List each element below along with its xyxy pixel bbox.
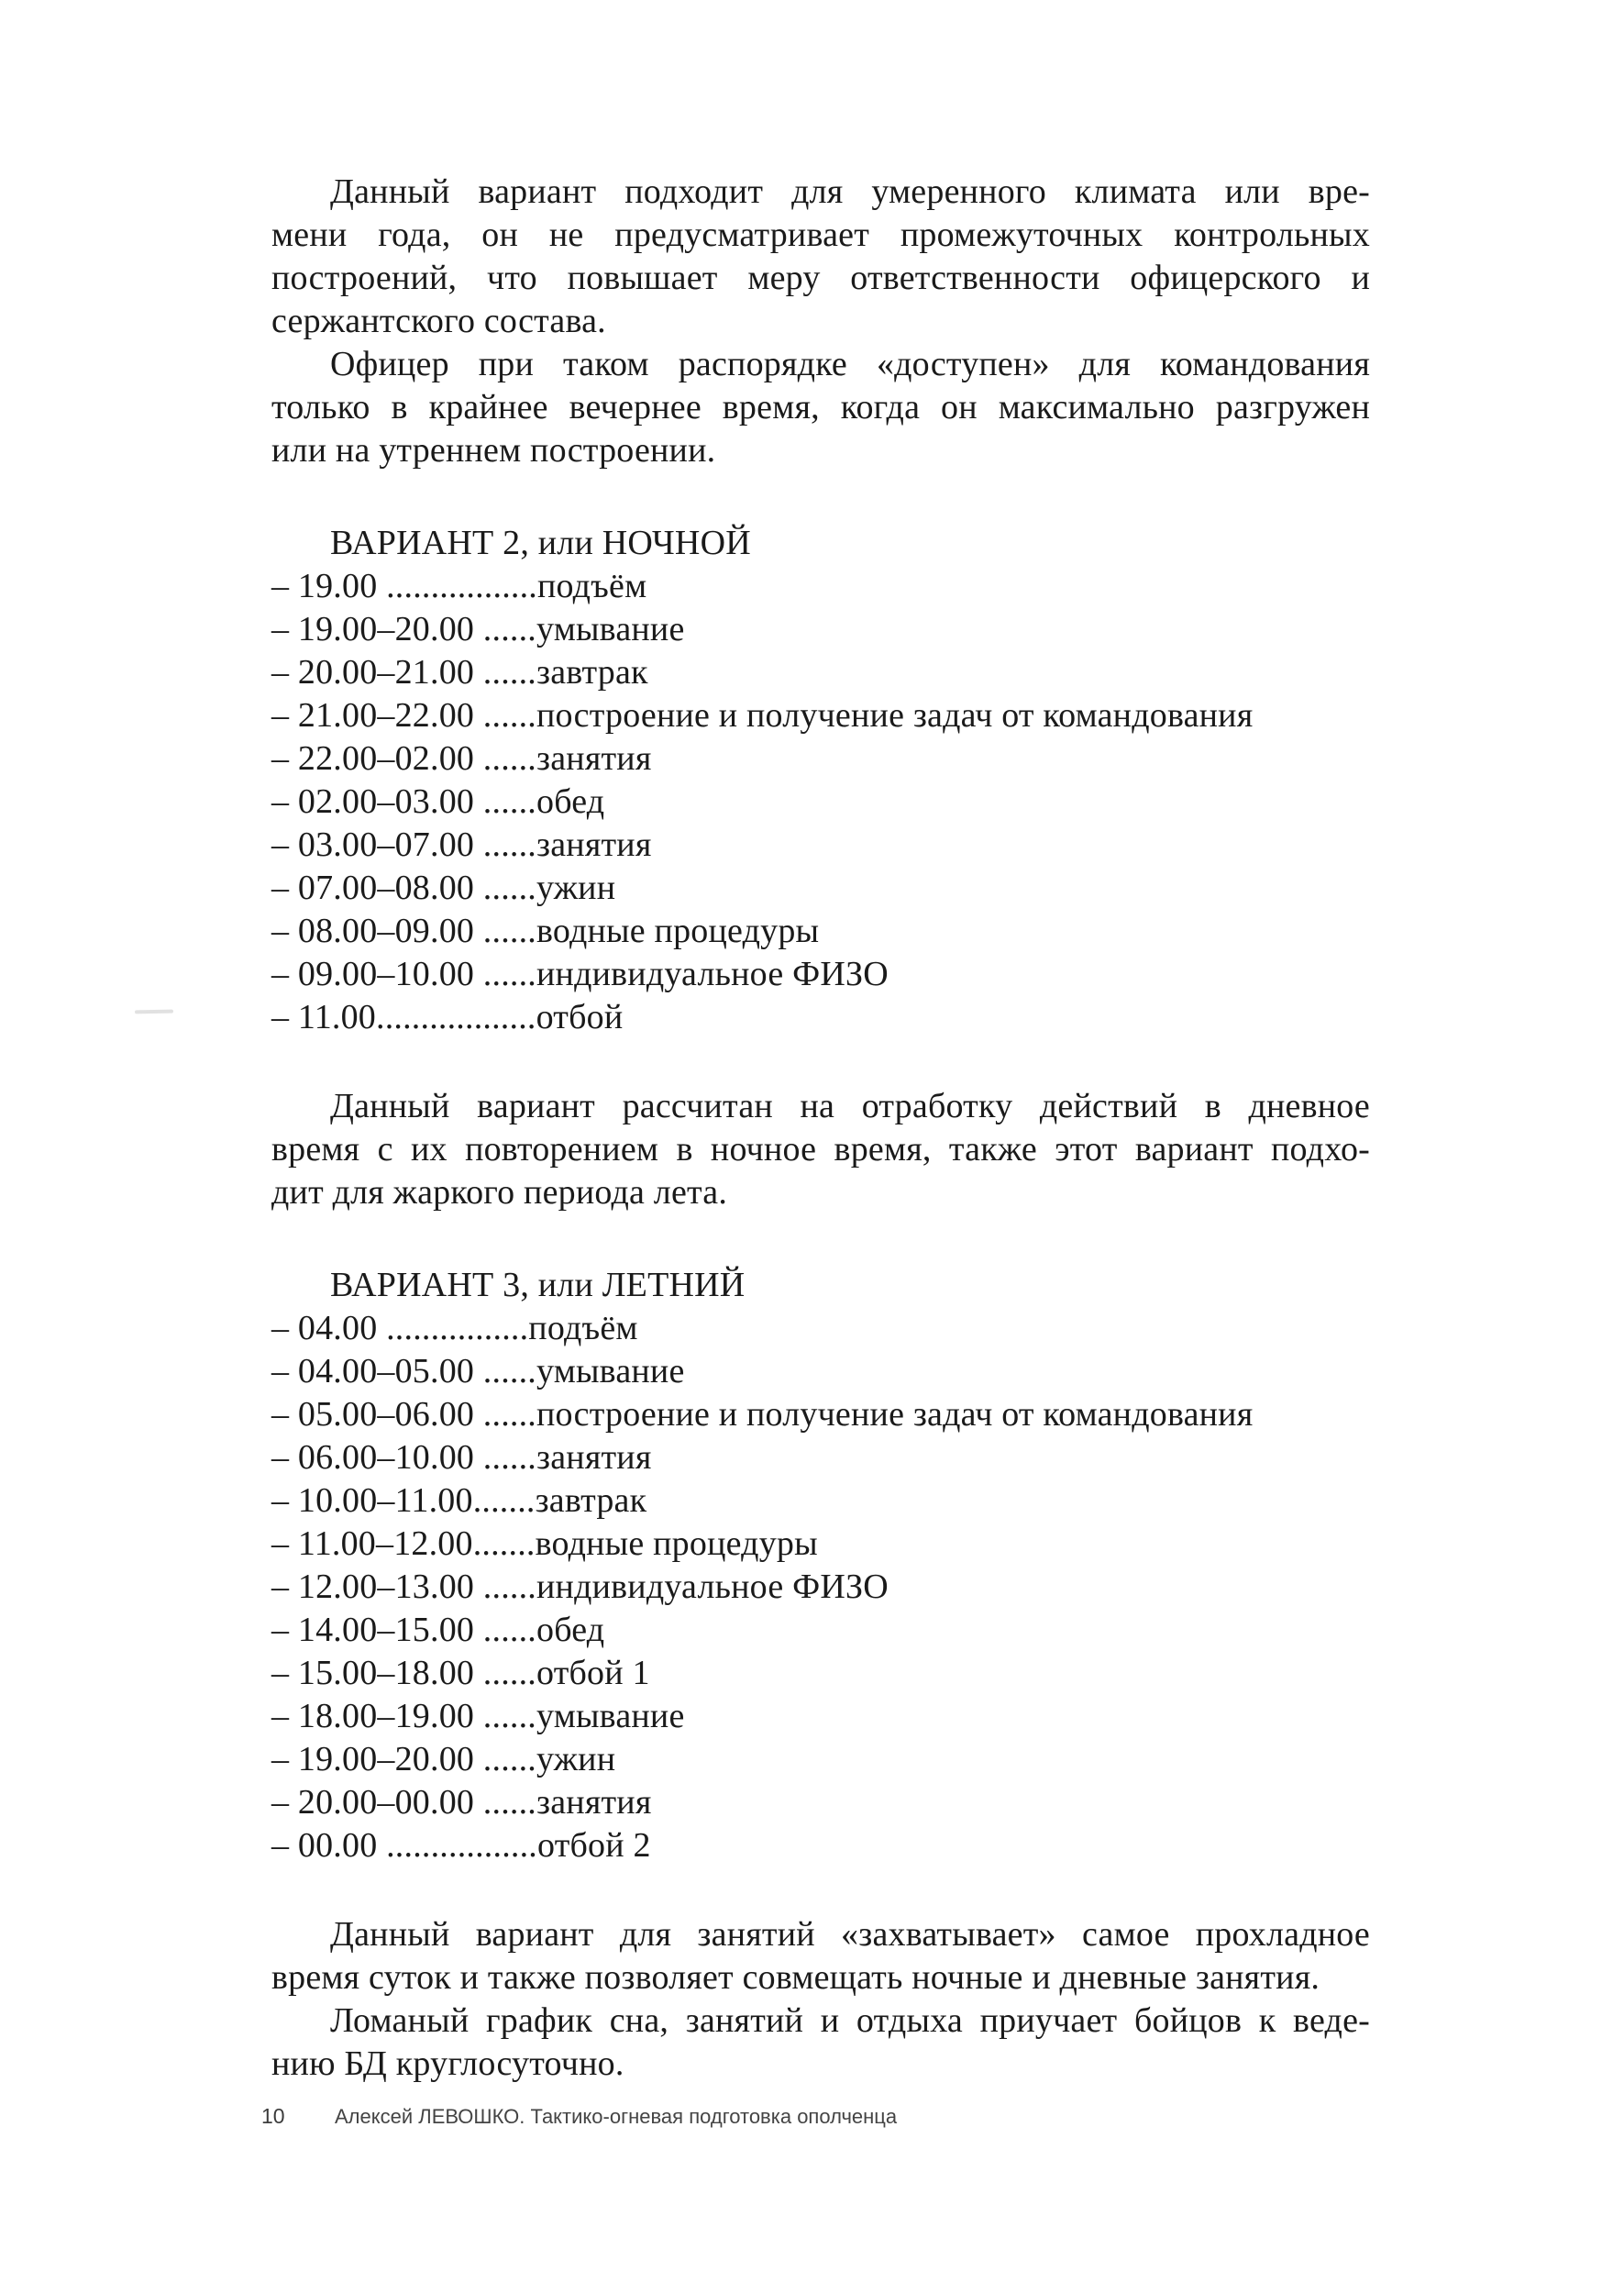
text-line: Данный вариант для занятий «захватывает» самое прохладное bbox=[330, 1915, 1370, 1954]
schedule-item: – 20.00–00.00 ......занятия bbox=[271, 1783, 652, 1822]
para-variant1-notes bbox=[271, 171, 1370, 343]
schedule-item: – 09.00–10.00 ......индивидуальное ФИЗО bbox=[271, 955, 889, 993]
schedule-item: – 11.00..................отбой bbox=[271, 998, 624, 1036]
schedule-item: – 07.00–08.00 ......ужин bbox=[271, 869, 616, 907]
text-line: сержантского состава. bbox=[271, 302, 606, 340]
text-line: нию БД круглосуточно. bbox=[271, 2044, 624, 2083]
text-line: дит для жаркого периода лета. bbox=[271, 1173, 728, 1212]
text-line: мени года, он не предусматривает промежуточных контрольных bbox=[271, 216, 1370, 254]
schedule-item: – 02.00–03.00 ......обед bbox=[271, 782, 605, 821]
schedule-item: – 10.00–11.00.......завтрак bbox=[271, 1481, 647, 1520]
text-line: время суток и также позволяет совмещать ночные и дневные занятия. bbox=[271, 1958, 1320, 1997]
para-broken-schedule bbox=[271, 1999, 1370, 2086]
schedule-item: – 12.00–13.00 ......индивидуальное ФИЗО bbox=[271, 1567, 889, 1606]
para-officer-availability bbox=[271, 343, 1370, 472]
text-line: только в крайнее вечернее время, когда он максимально разгружен bbox=[271, 388, 1370, 426]
para-variant3-notes bbox=[271, 1913, 1370, 1999]
text-line: Данный вариант рассчитан на отработку действий в дневное bbox=[330, 1087, 1370, 1125]
schedule-item: – 21.00–22.00 ......построение и получение задач от командования bbox=[271, 696, 1254, 735]
text-line: Офицер при таком распорядке «доступен» для командования bbox=[330, 345, 1370, 383]
schedule-variant-2 bbox=[271, 565, 1370, 1039]
schedule-item: – 03.00–07.00 ......занятия bbox=[271, 825, 652, 864]
schedule-item: – 05.00–06.00 ......построение и получение задач от командования bbox=[271, 1395, 1254, 1434]
schedule-item: – 20.00–21.00 ......завтрак bbox=[271, 653, 648, 692]
schedule-item: – 04.00–05.00 ......умывание bbox=[271, 1352, 685, 1390]
schedule-item: – 06.00–10.00 ......занятия bbox=[271, 1438, 652, 1477]
page-number: 10 bbox=[261, 2104, 285, 2128]
text-line: Данный вариант подходит для умеренного климата или вре- bbox=[330, 172, 1370, 211]
text-block bbox=[271, 171, 1370, 2086]
text-line: Ломаный график сна, занятий и отдыха приучает бойцов к веде- bbox=[330, 2001, 1370, 2040]
schedule-item: – 04.00 ................подъём bbox=[271, 1309, 638, 1347]
schedule-item: – 08.00–09.00 ......водные процедуры bbox=[271, 912, 820, 950]
schedule-item: – 22.00–02.00 ......занятия bbox=[271, 739, 652, 778]
schedule-item: – 00.00 .................отбой 2 bbox=[271, 1826, 651, 1865]
schedule-item: – 18.00–19.00 ......умывание bbox=[271, 1697, 685, 1735]
schedule-item: – 11.00–12.00.......водные процедуры bbox=[271, 1524, 818, 1563]
scan-artifact-dash bbox=[135, 1010, 173, 1014]
heading-variant-2: ВАРИАНТ 2, или НОЧНОЙ bbox=[330, 524, 751, 562]
text-line: построений, что повышает меру ответственности офицерского и bbox=[271, 259, 1370, 297]
schedule-item: – 19.00–20.00 ......ужин bbox=[271, 1740, 616, 1778]
text-line: время с их повторением в ночное время, также этот вариант подхо- bbox=[271, 1130, 1370, 1169]
para-variant2-notes bbox=[271, 1085, 1370, 1214]
schedule-item: – 15.00–18.00 ......отбой 1 bbox=[271, 1654, 650, 1692]
heading-variant-3: ВАРИАНТ 3, или ЛЕТНИЙ bbox=[330, 1266, 746, 1304]
running-title: Алексей ЛЕВОШКО. Тактико-огневая подготовка ополченца bbox=[335, 2105, 898, 2128]
schedule-item: – 14.00–15.00 ......обед bbox=[271, 1611, 605, 1649]
text-line: или на утреннем построении. bbox=[271, 431, 716, 470]
schedule-item: – 19.00–20.00 ......умывание bbox=[271, 610, 685, 648]
schedule-item: – 19.00 .................подъём bbox=[271, 567, 647, 605]
schedule-variant-3 bbox=[271, 1307, 1370, 1867]
